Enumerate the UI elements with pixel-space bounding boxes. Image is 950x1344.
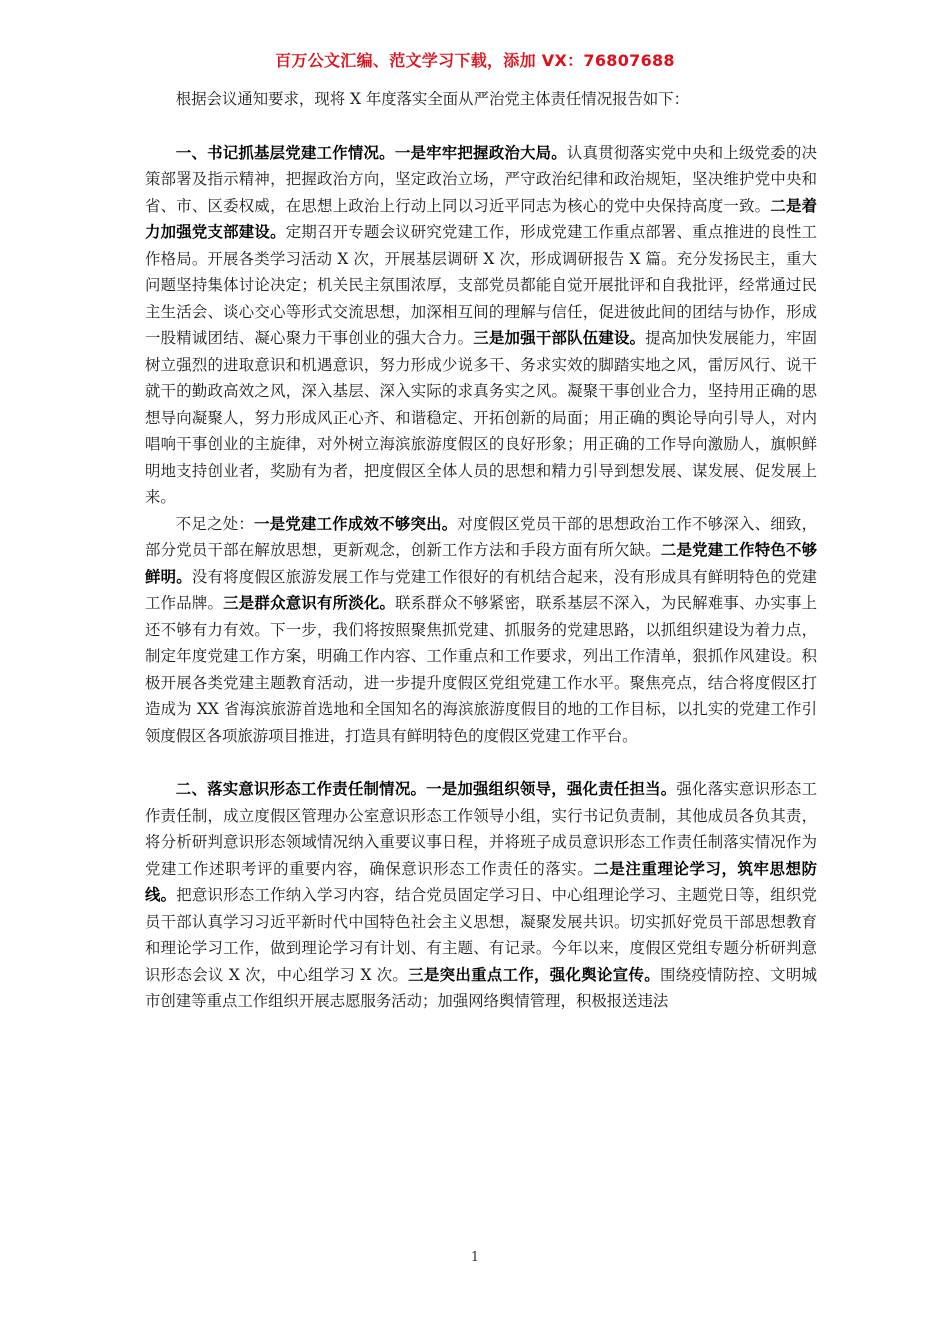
document-body bbox=[145, 86, 817, 1015]
section-1-point-2-text: 定期召开专题会议研究党建工作，形成党建工作重点部署、重点推进的良性工作格局。开展各类学习活动 X 次，开展基层调研 X 次，形成调研报告 X 篇。充分发扬民主，重大问题坚持集体讨论决定；机关民主氛围浓厚，支部党员都能自觉开展批评和自我批评，经常通过民主生活会、谈心交心等形式交流思想，加深相互间的理解与信任，促进彼此间的团结与协作，形成一股精诚团结、凝心聚力干事创业的强大合力。 bbox=[145, 223, 817, 347]
shortcoming-2-title: 二是党建工作特色不够鲜明。 bbox=[145, 541, 817, 586]
section-2-point-2-title: 二是注重理论学习，筑牢思想防线。 bbox=[145, 859, 817, 904]
section-2-point-1-text: 强化落实意识形态工作责任制，成立度假区管理办公室意识形态工作领导小组，实行书记负责制，其他成员各负其责，将分析研判意识形态领域情况纳入重要议事日程，并将班子成员意识形态工作责任制落实情况作为党建工作述职考评的重要内容，确保意识形态工作责任的落实。 bbox=[145, 780, 817, 878]
paragraph-gap bbox=[145, 113, 817, 140]
section-1-heading: 一、书记抓基层党建工作情况。 bbox=[175, 143, 395, 162]
section-1-point-3-text: 提高加快发展能力，牢固树立强烈的进取意识和机遇意识，努力形成少说多干、务求实效的脚踏实地之风，雷厉风行、说干就干的勤政高效之风，深入基层、深入实际的求真务实之风。凝聚干事创业合力，坚持用正确的思想导向凝聚人，努力形成风正心齐、和谐稳定、开拓创新的局面；用正确的舆论导向引导人，对内唱响干事创业的主旋律，对外树立海滨旅游度假区的良好形象；用正确的工作导向激励人，旗帜鲜明地支持创业者，奖励有为者，把度假区全体人员的思想和精力引导到想发展、谋发展、促发展上来。 bbox=[145, 329, 817, 506]
shortcomings-lead: 不足之处： bbox=[175, 514, 255, 533]
section-2-point-2-text: 把意识形态工作纳入学习内容，结合党员固定学习日、中心组理论学习、主题党日等，组织党员干部认真学习习近平新时代中国特色社会主义思想，凝聚发展共识。切实抓好党员干部思想教育和理论学习工作，做到理论学习有计划、有主题、有记录。今年以来，度假区党组专题分析研判意识形态会议 X 次，中心组学习 X 次。 bbox=[145, 886, 817, 984]
section-2-paragraph bbox=[145, 776, 817, 1015]
section-2-point-3-title: 三是突出重点工作，强化舆论宣传。 bbox=[408, 965, 660, 984]
shortcoming-2-text: 没有将度假区旅游发展工作与党建工作很好的有机结合起来，没有形成具有鲜明特色的党建工作品牌。 bbox=[145, 567, 817, 612]
section-1-point-2-title: 二是着力加强党支部建设。 bbox=[145, 196, 817, 241]
section-2-point-1-title: 一是加强组织领导，强化责任担当。 bbox=[426, 780, 677, 798]
page-number: 1 bbox=[470, 1250, 480, 1265]
section-1-point-3-title: 三是加强干部队伍建设。 bbox=[473, 329, 646, 347]
shortcoming-3-title: 三是群众意识有所淡化。 bbox=[223, 594, 396, 612]
shortcoming-3-text: 联系群众不够紧密，联系基层不深入，为民解难事、办实事上还不够有力有效。下一步，我们将按照聚焦抓党建、抓服务的党建思路，以抓组织建设为着力点，制定年度党建工作方案，明确工作内容、工作重点和工作要求，列出工作清单，狠抓作风建设。积极开展各类党建主题教育活动，进一步提升度假区党组党建工作水平。聚焦亮点，结合将度假区打造成为 XX 省海滨旅游首选地和全国知名的海滨旅游度假目的地的工作目标，以扎实的党建工作引领度假区各项旅游项目推进，打造具有鲜明特色的度假区党建工作平台。 bbox=[145, 594, 817, 745]
section-1-point-1-title: 一是牢牢把握政治大局。 bbox=[394, 143, 567, 162]
paragraph-gap bbox=[145, 749, 817, 776]
section-2-heading: 二、落实意识形态工作责任制情况。 bbox=[175, 780, 427, 798]
section-1-point-1-text: 认真贯彻落实党中央和上级党委的决策部署及指示精神，把握政治方向，坚定政治立场，严守政治纪律和政治规矩，坚决维护党中央和省、市、区委权威，在思想上政治上行动上同以习近平同志为核心的党中央保持高度一致。 bbox=[145, 143, 817, 215]
shortcomings-paragraph bbox=[145, 511, 817, 750]
shortcoming-1-text: 对度假区党员干部的思想政治工作不够深入、细致，部分党员干部在解放思想，更新观念，创新工作方法和手段方面有所欠缺。 bbox=[145, 514, 817, 559]
section-2-point-3-text: 围绕疫情防控、文明城市创建等重点工作组织开展志愿服务活动；加强网络舆情管理，积极报送违法 bbox=[145, 965, 817, 1010]
intro-paragraph: 根据会议通知要求，现将 X 年度落实全面从严治党主体责任情况报告如下： bbox=[175, 90, 690, 108]
watermark-banner: 百万公文汇编、范文学习下载，添加 VX：76807688 bbox=[275, 51, 675, 70]
shortcoming-1-title: 一是党建工作成效不够突出。 bbox=[254, 514, 458, 533]
section-1-paragraph bbox=[145, 140, 817, 511]
